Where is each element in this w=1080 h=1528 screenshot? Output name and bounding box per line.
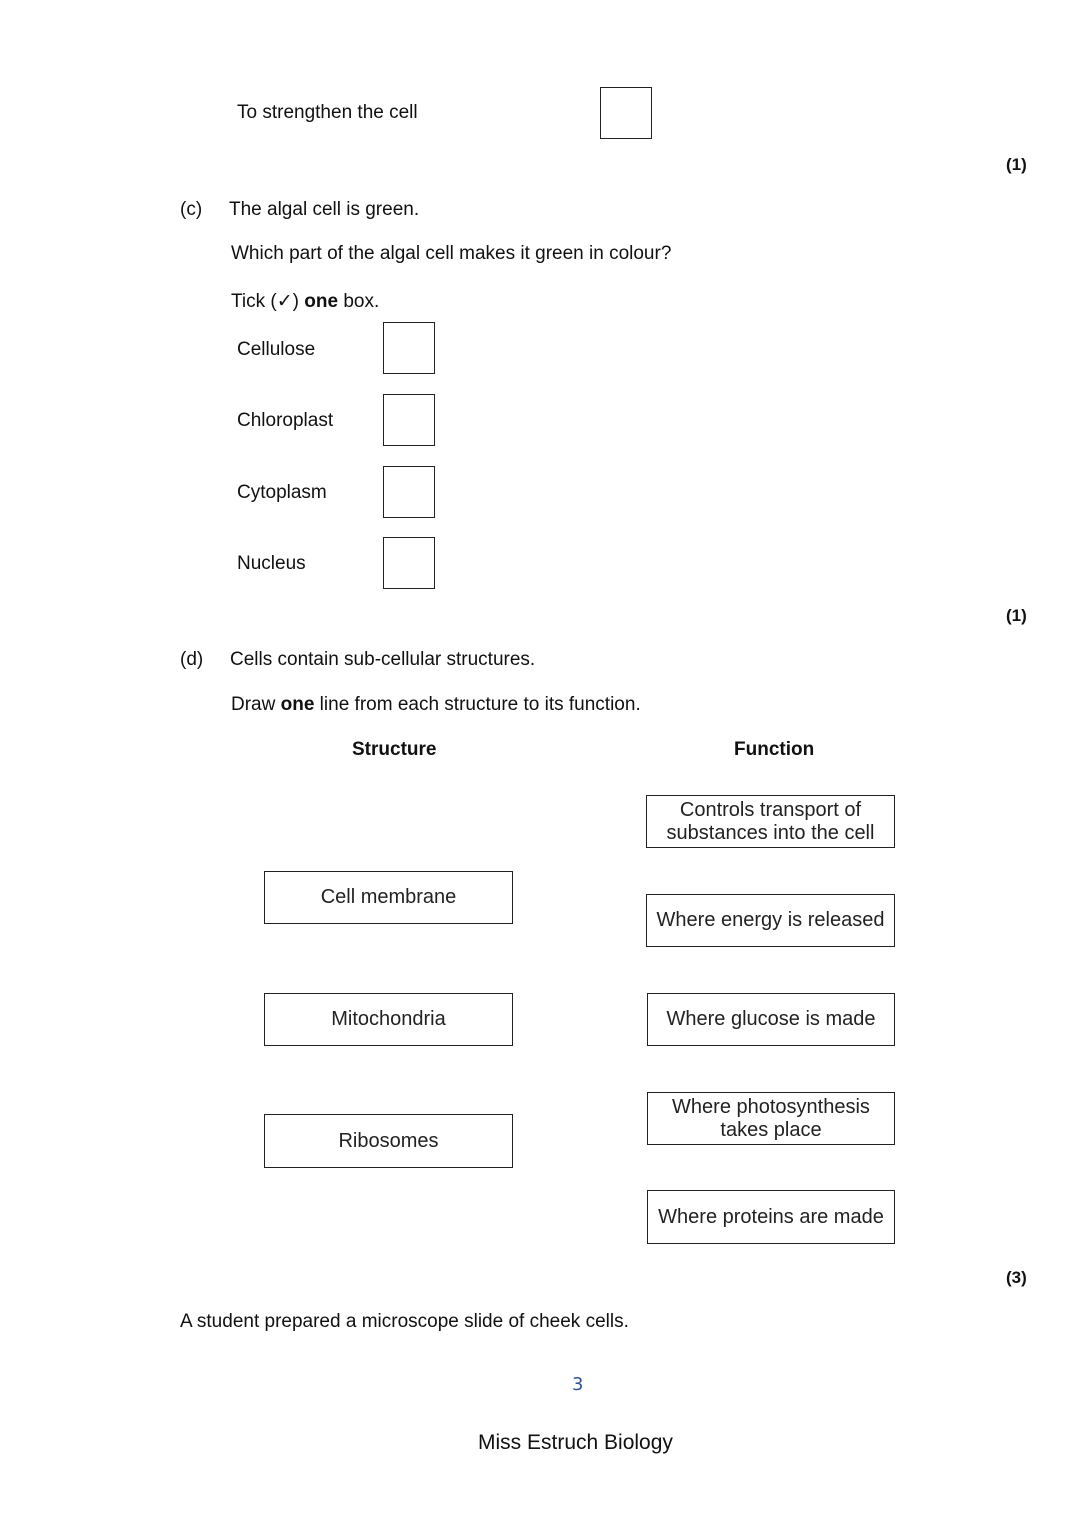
option-cellulose: Cellulose	[237, 339, 316, 360]
structure-label: Mitochondria	[331, 1008, 446, 1030]
option-nucleus: Nucleus	[237, 553, 306, 574]
function-box-transport[interactable]	[646, 795, 895, 848]
instruction-d-pre: Draw	[231, 694, 281, 715]
page-number: 3	[572, 1374, 584, 1395]
instruction-c	[231, 290, 379, 314]
instruction-d	[231, 693, 641, 717]
instruction-c-bold: one	[304, 291, 339, 312]
mark-allocation-d: (3)	[1006, 1268, 1027, 1287]
option-strengthen-cell: To strengthen the cell	[237, 102, 418, 123]
tick-box-cytoplasm[interactable]	[383, 466, 435, 518]
footer-text: Miss Estruch Biology	[478, 1431, 673, 1454]
function-box-glucose[interactable]	[647, 993, 895, 1046]
structure-header: Structure	[352, 739, 437, 760]
function-label: Controls transport of substances into the cell	[666, 798, 875, 844]
instruction-d-post: line from each structure to its function.	[314, 694, 641, 715]
function-label: Where energy is released	[656, 909, 885, 931]
function-box-energy[interactable]	[646, 894, 895, 947]
function-label: Where photosynthesis takes place	[672, 1095, 870, 1141]
function-box-photosynthesis[interactable]	[647, 1092, 895, 1145]
tick-box-chloroplast[interactable]	[383, 394, 435, 446]
structure-label: Ribosomes	[338, 1129, 439, 1152]
tick-box-nucleus[interactable]	[383, 537, 435, 589]
structure-box-cell-membrane[interactable]	[264, 871, 513, 924]
instruction-c-post: box.	[338, 291, 380, 312]
instruction-c-pre: Tick (✓)	[231, 291, 305, 312]
function-label: Where proteins are made	[658, 1205, 884, 1228]
structure-box-mitochondria[interactable]	[264, 993, 513, 1046]
tick-box-cellulose[interactable]	[383, 322, 435, 374]
structure-label: Cell membrane	[320, 886, 457, 908]
next-question-text: A student prepared a microscope slide of cheek cells.	[180, 1311, 629, 1332]
function-header: Function	[734, 739, 815, 760]
option-chloroplast: Chloroplast	[237, 410, 334, 431]
statement-d: Cells contain sub-cellular structures.	[230, 649, 536, 670]
instruction-d-bold: one	[280, 694, 315, 715]
structure-box-ribosomes[interactable]	[264, 1114, 513, 1168]
question-label-c: (c)	[180, 199, 203, 220]
tick-box-strengthen-cell[interactable]	[600, 87, 652, 139]
question-c: Which part of the algal cell makes it green in colour?	[231, 243, 672, 264]
mark-allocation-c: (1)	[1006, 606, 1027, 625]
function-label: Where glucose is made	[666, 1008, 876, 1030]
mark-allocation-b: (1)	[1006, 155, 1027, 174]
function-box-proteins[interactable]	[647, 1190, 895, 1244]
statement-c: The algal cell is green.	[229, 199, 420, 220]
question-label-d: (d)	[180, 649, 204, 670]
option-cytoplasm: Cytoplasm	[237, 482, 327, 503]
